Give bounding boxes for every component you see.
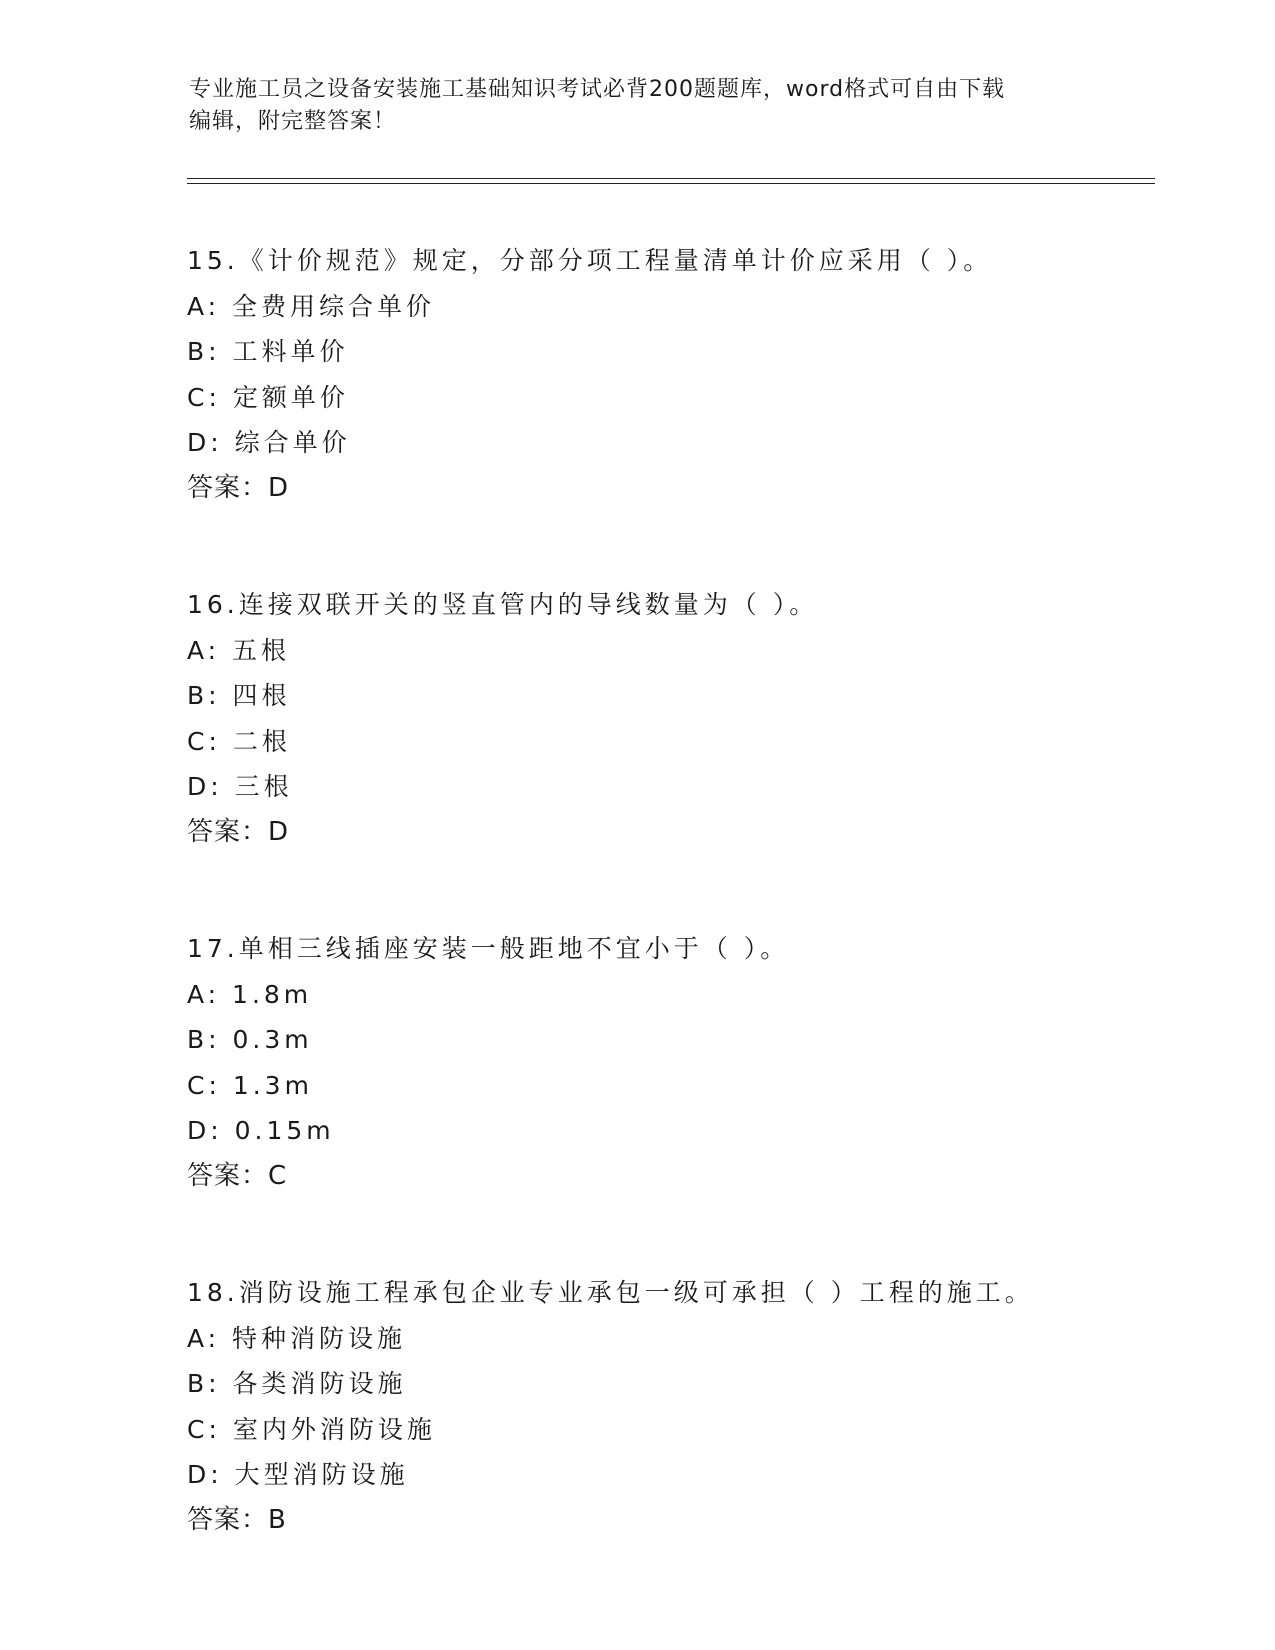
option-c: C: 二根	[187, 726, 291, 756]
option-d: D: 综合单价	[187, 428, 351, 457]
question-15	[187, 238, 1147, 511]
option-c: C: 1.3m	[187, 1070, 313, 1100]
header-title-line-1: 专业施工员之设备安装施工基础知识考试必背200题题库，word格式可自由下载	[189, 77, 1006, 102]
option-a: A: 五根	[187, 635, 291, 665]
question-stem: 18.消防设施工程承包企业专业承包一级可承担（ ）工程的施工。	[187, 1278, 1034, 1307]
answer-label: 答案：B	[187, 1504, 287, 1535]
header-divider-bottom	[187, 183, 1155, 184]
header-divider-top	[187, 178, 1155, 179]
document-header	[189, 74, 1089, 138]
header-title-line-2: 编辑，附完整答案！	[189, 109, 397, 134]
question-stem: 16.连接双联开关的竖直管内的导线数量为（ ）。	[187, 590, 819, 619]
option-c: C: 定额单价	[187, 382, 349, 412]
option-b: B: 工料单价	[187, 337, 349, 366]
option-c: C: 室内外消防设施	[187, 1414, 436, 1444]
answer-label: 答案：D	[187, 816, 290, 847]
answer-label: 答案：D	[187, 472, 290, 503]
question-18	[187, 1270, 1147, 1543]
option-b: B: 各类消防设施	[187, 1369, 407, 1398]
option-d: D: 0.15m	[187, 1116, 335, 1145]
option-b: B: 四根	[187, 681, 291, 710]
option-a: A: 1.8m	[187, 979, 313, 1009]
question-16	[187, 582, 1147, 855]
option-d: D: 大型消防设施	[187, 1460, 409, 1489]
option-d: D: 三根	[187, 772, 293, 801]
question-stem: 15.《计价规范》规定，分部分项工程量清单计价应采用（ ）。	[187, 246, 993, 275]
option-a: A: 全费用综合单价	[187, 291, 436, 321]
option-b: B: 0.3m	[187, 1025, 313, 1054]
answer-label: 答案：C	[187, 1160, 288, 1191]
question-list	[187, 238, 1147, 1614]
question-stem: 17.单相三线插座安装一般距地不宜小于（ ）。	[187, 934, 790, 963]
question-17	[187, 926, 1147, 1199]
option-a: A: 特种消防设施	[187, 1323, 407, 1353]
